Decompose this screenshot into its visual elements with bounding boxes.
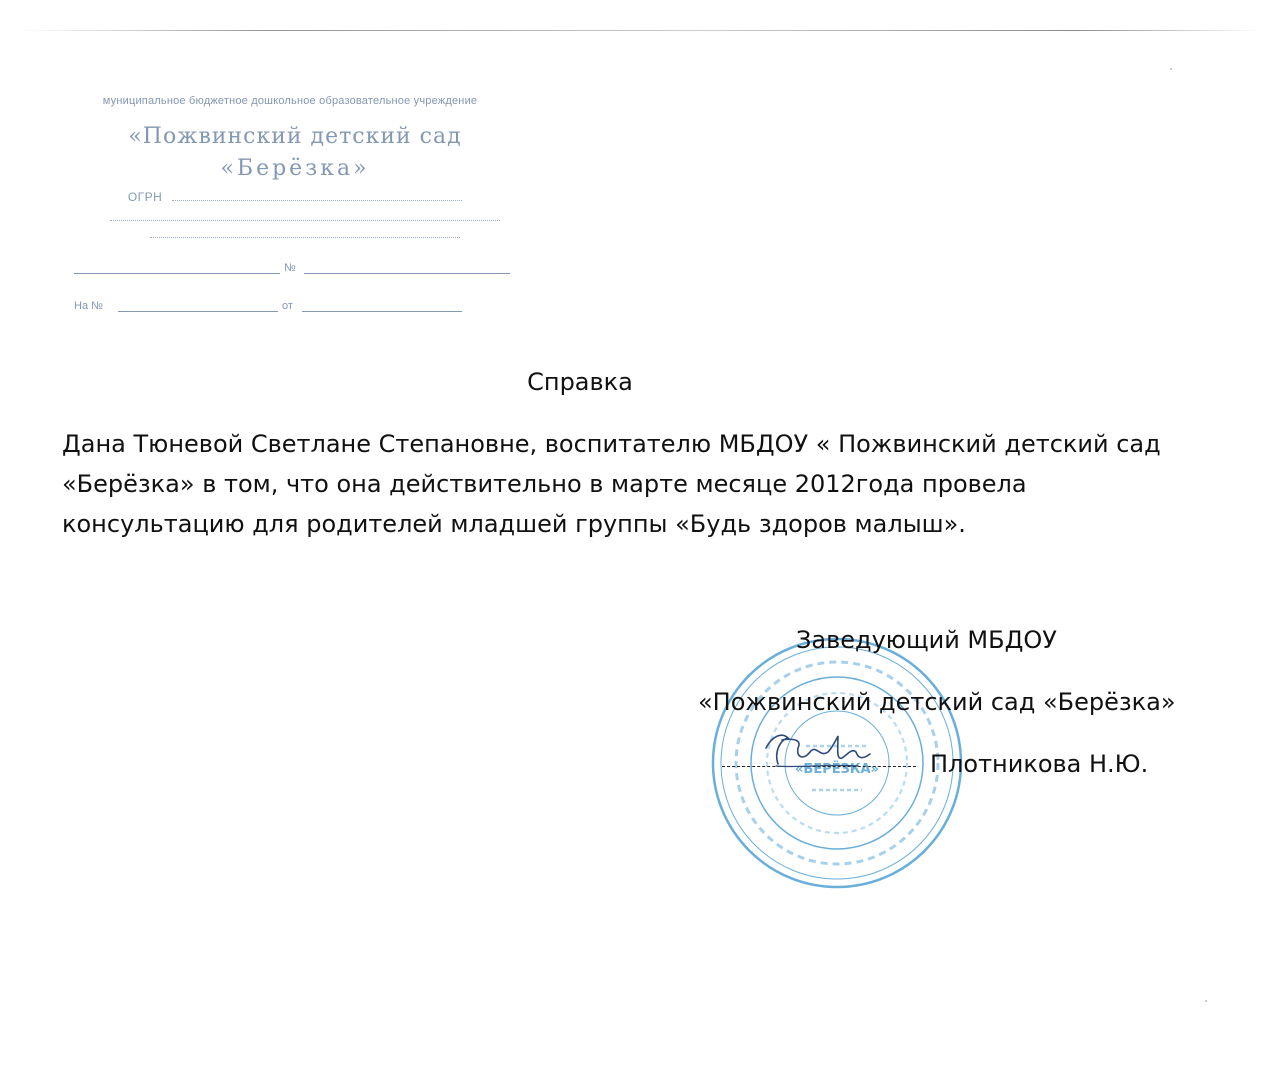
body-line: консультацию для родителей младшей группы «Будь здоров малыш».	[62, 510, 966, 538]
letterhead-address-smudge	[90, 210, 520, 238]
letterhead-date-label: от	[282, 300, 293, 312]
letterhead-number-line	[304, 273, 510, 274]
letterhead-date-line	[74, 273, 280, 274]
document-body	[62, 424, 1252, 544]
letterhead-ref-date-line	[302, 311, 462, 312]
letterhead-org-name: «Пожвинский детский сад	[128, 124, 462, 149]
letterhead-ogrn	[60, 190, 530, 204]
letterhead-org-type: муниципальное бюджетное дошкольное образовательное учреждение	[102, 95, 478, 107]
scan-speck	[1205, 1000, 1207, 1002]
letterhead-ogrn-label: ОГРН	[127, 190, 163, 204]
signatory-name: Плотникова Н.Ю.	[930, 750, 1149, 778]
seal-center-text: «БЕРЁЗКА»	[795, 762, 879, 777]
letterhead-org-subname: «Берёзка»	[220, 156, 370, 181]
letterhead-number-label: №	[284, 262, 296, 274]
letterhead-ref-line	[118, 311, 278, 312]
scan-edge-line	[20, 30, 1260, 31]
body-line: «Берёзка» в том, что она действительно в марте месяце 2012года провела	[62, 470, 1027, 498]
scan-speck	[1170, 68, 1172, 70]
signatory-position: Заведующий МБДОУ	[796, 626, 1057, 654]
letterhead-ref-label: На №	[74, 300, 103, 312]
letterhead-stamp	[60, 90, 520, 320]
body-line: Дана Тюневой Светлане Степановне, воспитателю МБДОУ « Пожвинский детский сад	[62, 430, 1161, 458]
handwritten-signature	[758, 718, 878, 778]
document-title: Справка	[527, 368, 633, 396]
signatory-organization: «Пожвинский детский сад «Берёзка»	[698, 688, 1176, 716]
